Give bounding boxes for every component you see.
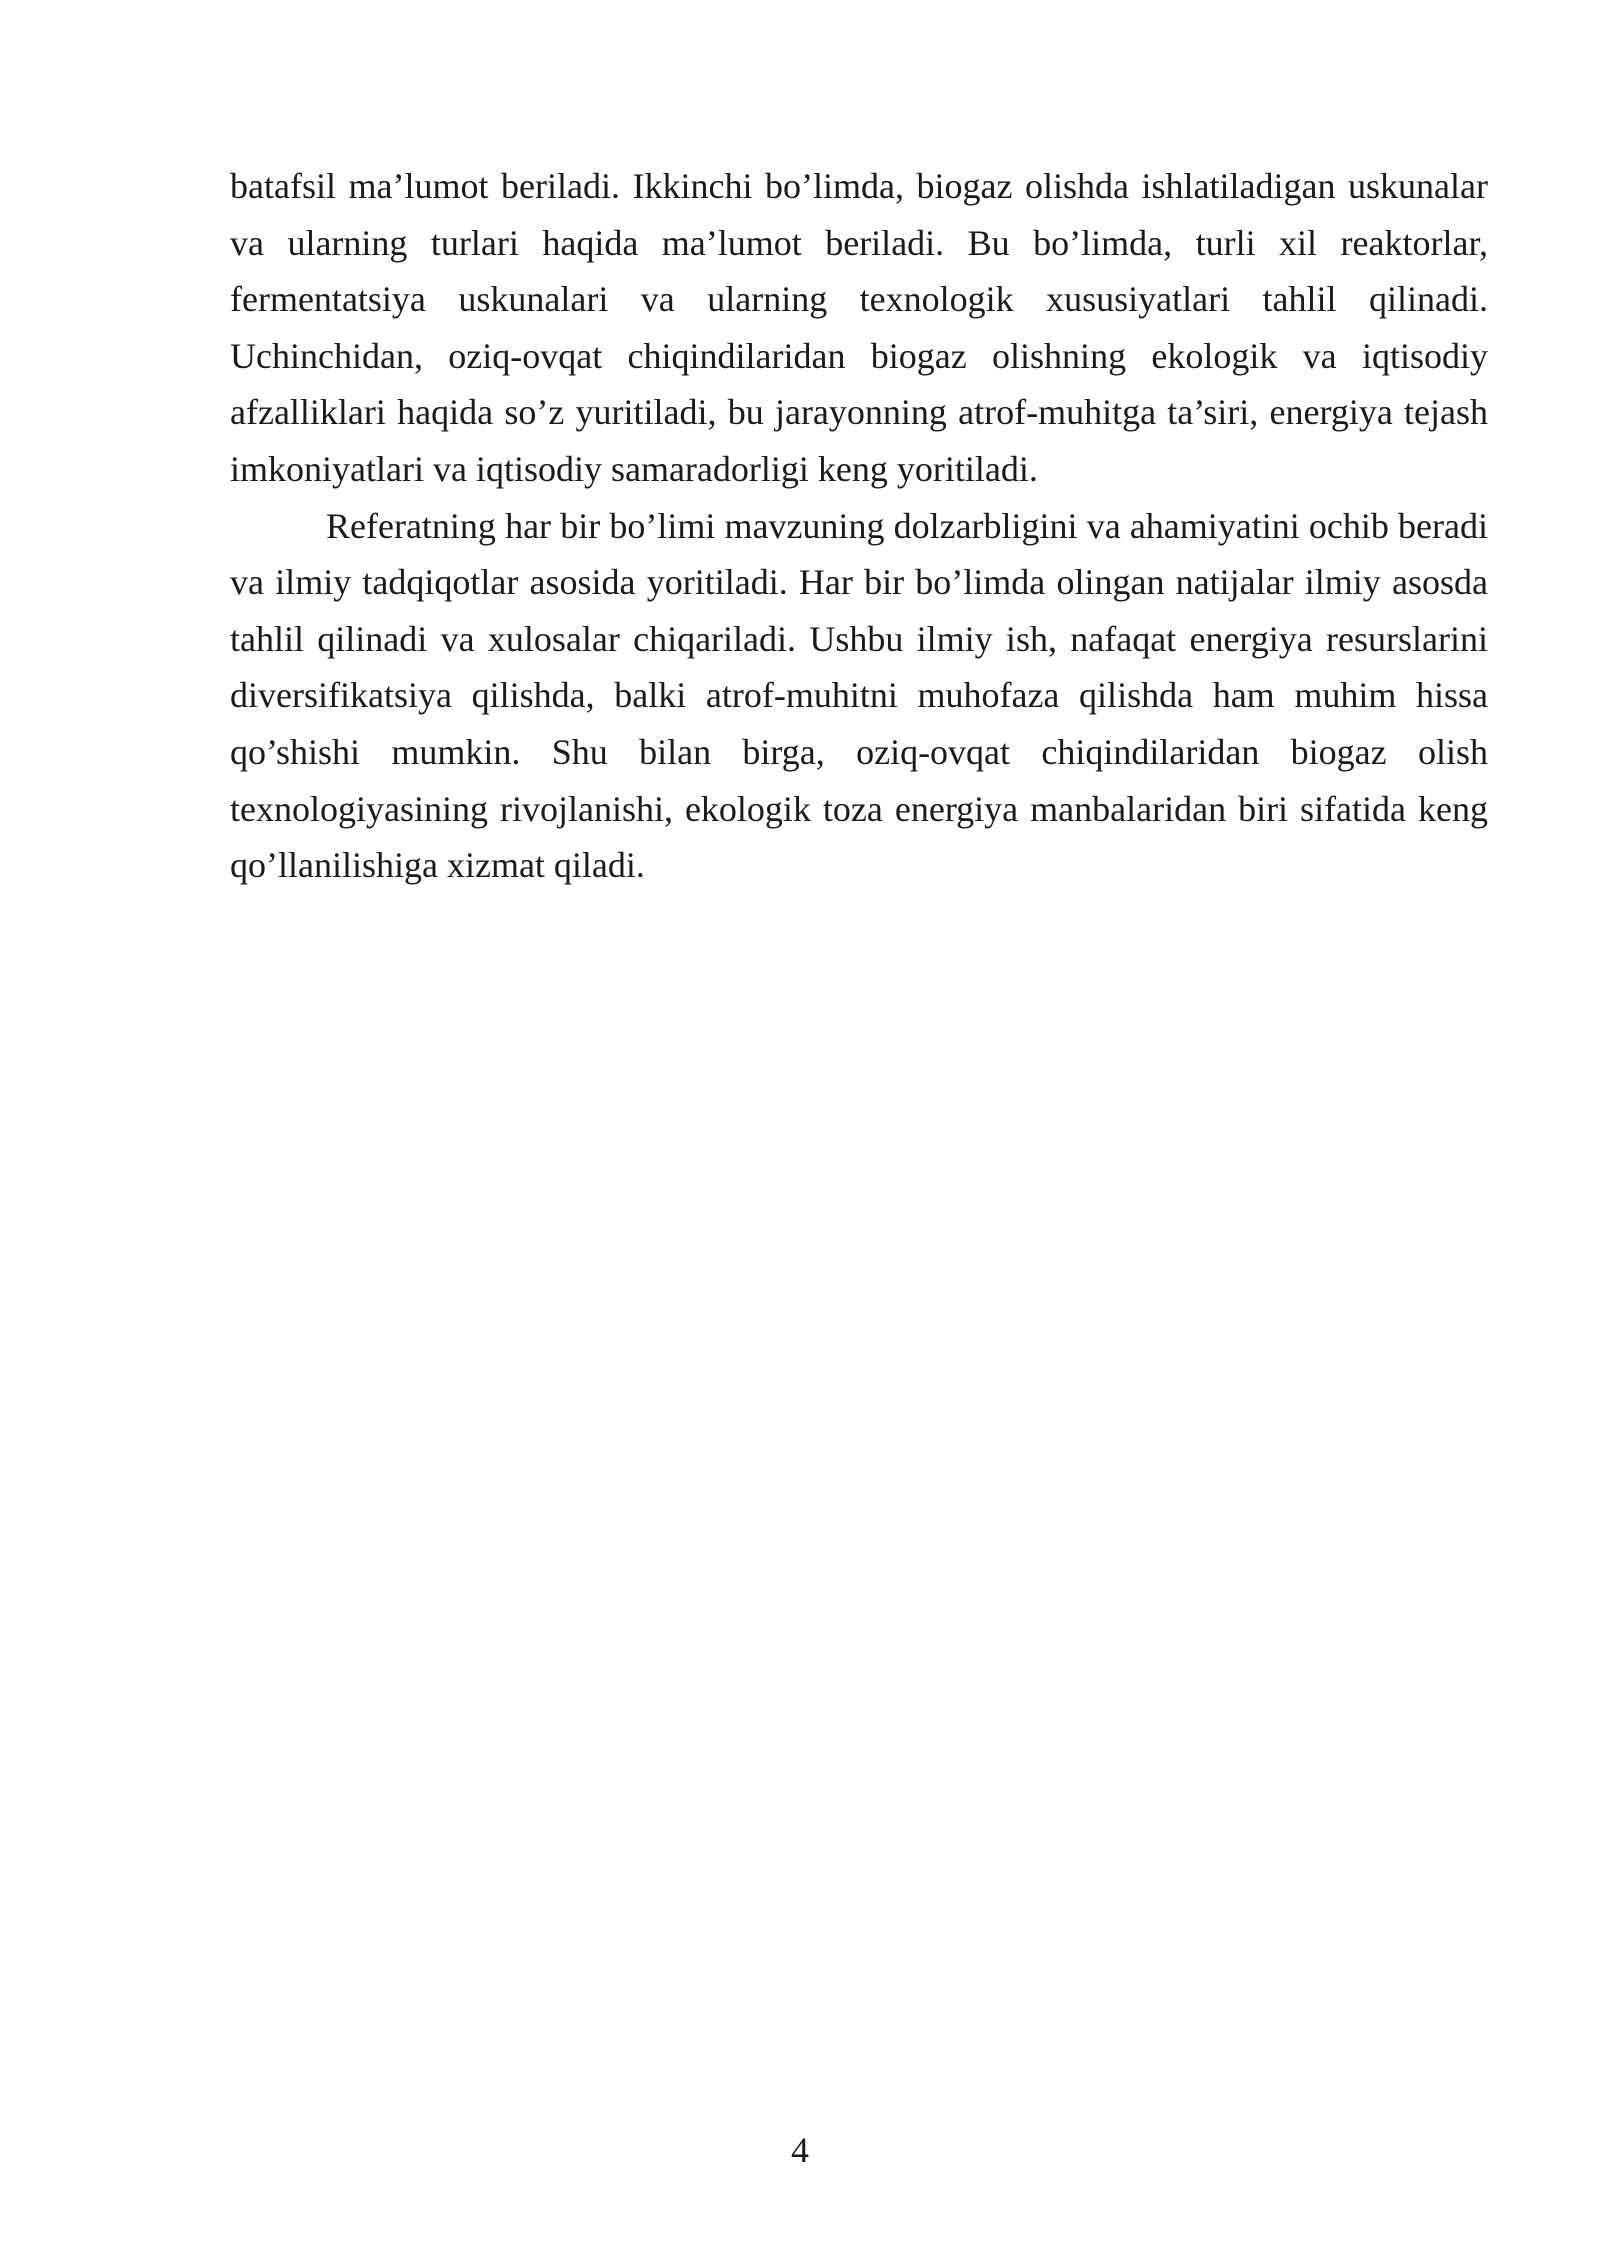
paragraph-continuation: batafsil ma’lumot beriladi. Ikkinchi bo’limda, biogaz olishda ishlatiladigan uskunalar va ularning turlari haqida ma’lumot beriladi. Bu bo’limda, turli xil reaktorlar, fermentatsiya uskunalari va ularning texnologik xususiyatlari tahlil qilinadi. Uchinchidan, oziq-ovqat chiqindilaridan biogaz olishning ekologik va iqtisodiy afzalliklari haqida so’z yuritiladi, bu jarayonning atrof-muhitga ta’siri, energiya tejash imkoniyatlari va iqtisodiy samaradorligi keng yoritiladi. [230, 166, 1488, 489]
body-text [230, 158, 1488, 894]
paragraph-referat-sections: Referatning har bir bo’limi mavzuning dolzarbligini va ahamiyatini ochib beradi va ilmiy tadqiqotlar asosida yoritiladi. Har bir bo’limda olingan natijalar ilmiy asosda tahlil qilinadi va xulosalar chiqariladi. Ushbu ilmiy ish, nafaqat energiya resurslarini diversifikatsiya qilishda, balki atrof-muhitni muhofaza qilishda ham muhim hissa qo’shishi mumkin. Shu bilan birga, oziq-ovqat chiqindilaridan biogaz olish texnologiyasining rivojlanishi, ekologik toza energiya manbalaridan biri sifatida keng qo’llanilishiga xizmat qiladi. [230, 505, 1488, 886]
page-number: 4 [791, 2130, 809, 2170]
